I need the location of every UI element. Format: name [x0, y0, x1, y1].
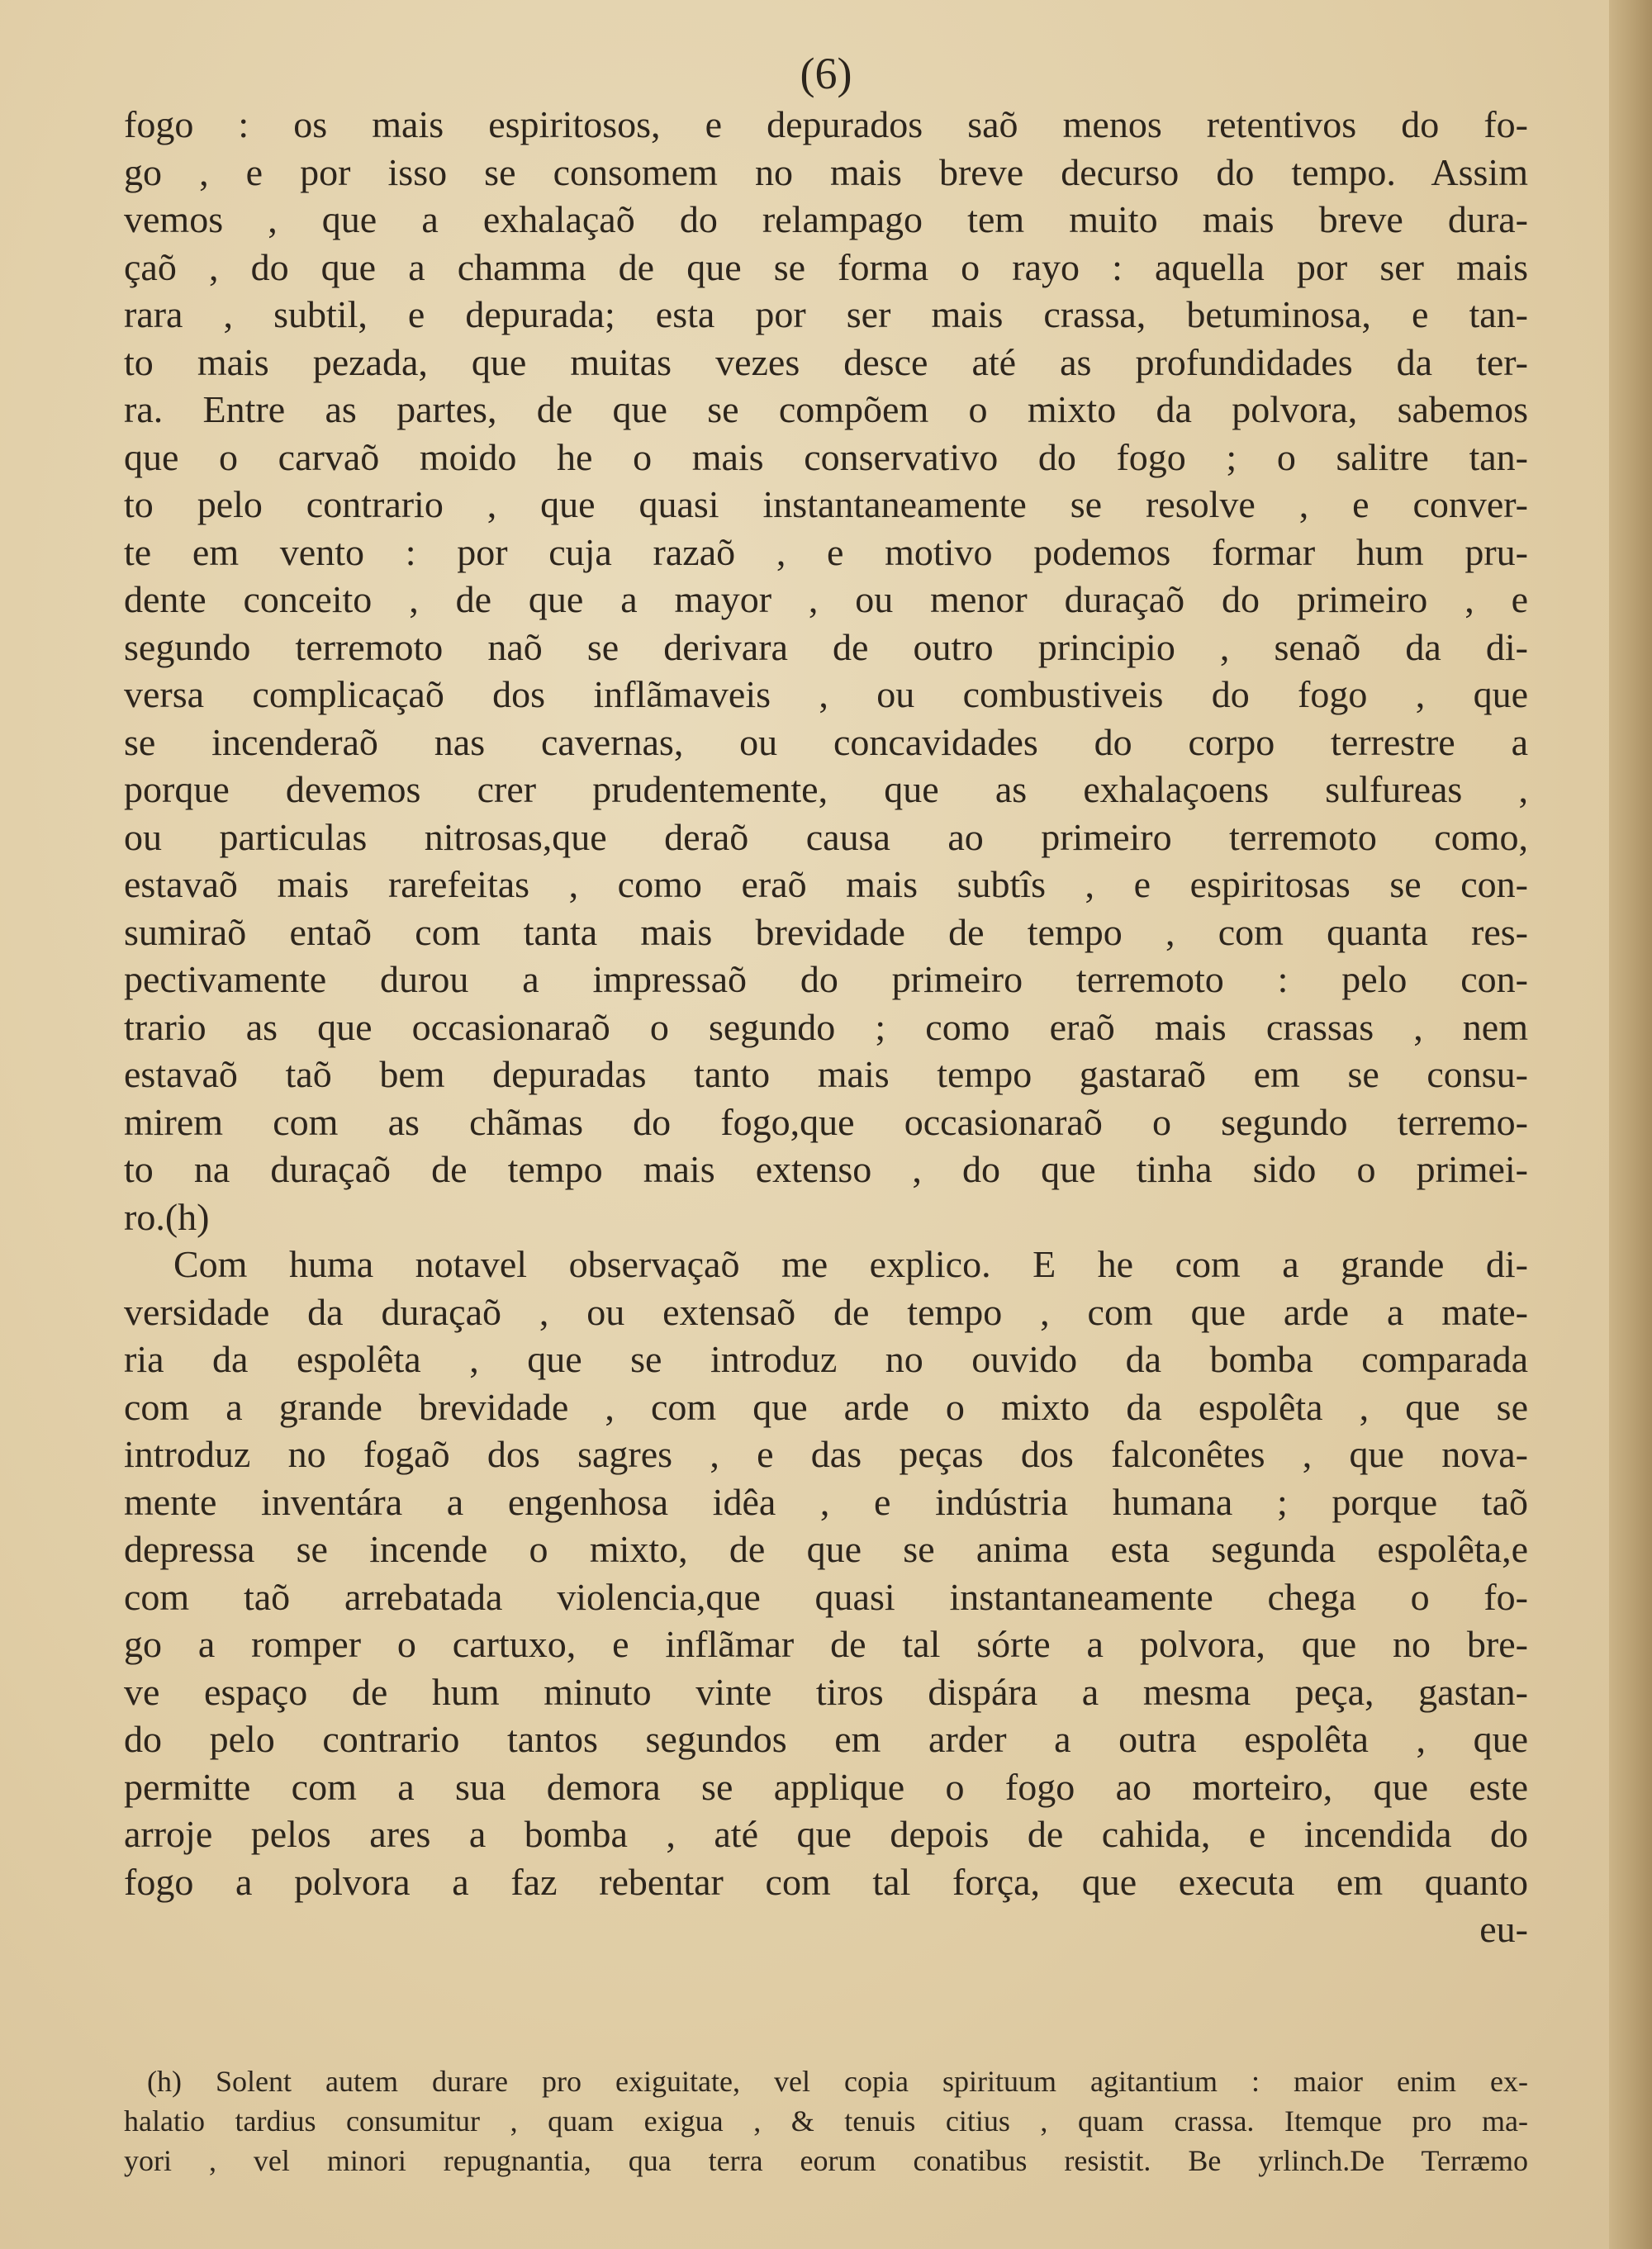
text-line: introduz no fogaõ dos sagres , e das peças dos falconêtes , que nova- — [124, 1433, 1528, 1475]
text-line: ro.(h) — [124, 1195, 210, 1238]
text-line: çaõ , do que a chamma de que se forma o rayo : aquella por ser mais — [124, 245, 1528, 288]
text-line: mente inventára a engenhosa idêa , e indústria humana ; porque taõ — [124, 1480, 1528, 1523]
text-line: sumiraõ entaõ com tanta mais brevidade de tempo , com quanta res- — [124, 910, 1528, 953]
footnote-line: (h) Solent autem durare pro exiguitate, vel copia spirituum agitantium : maior enim ex- — [147, 2065, 1528, 2098]
text-line: go a romper o cartuxo, e inflãmar de tal sórte a polvora, que no bre- — [124, 1623, 1528, 1665]
text-line: Com huma notavel observaçaõ me explico. E he com a grande di- — [173, 1243, 1528, 1285]
text-line: ria da espolêta , que se introduz no ouvido da bomba comparada — [124, 1338, 1528, 1380]
text-line: go , e por isso se consomem no mais breve decurso do tempo. Assim — [124, 150, 1528, 193]
text-line: arroje pelos ares a bomba , até que depois de cahida, e incendida do — [124, 1813, 1528, 1855]
body-text — [124, 101, 1528, 1953]
text-line: te em vento : por cuja razaõ , e motivo podemos formar hum pru- — [124, 530, 1528, 573]
text-line: rara , subtil, e depurada; esta por ser mais crassa, betuminosa, e tan- — [124, 293, 1528, 335]
footnote-line: yori , vel minori repugnantia, qua terra eorum conatibus resistit. Be yrlinch.De Terræmo — [124, 2144, 1528, 2177]
text-line: depressa se incende o mixto, de que se anima esta segunda espolêta,e — [124, 1528, 1528, 1570]
text-line: se incenderaõ nas cavernas, ou concavidades do corpo terrestre a — [124, 720, 1528, 763]
text-line: mirem com as chãmas do fogo,que occasionaraõ o segundo terremo- — [124, 1100, 1528, 1143]
text-line: que o carvaõ moido he o mais conservativo do fogo ; o salitre tan- — [124, 435, 1528, 478]
text-line: ra. Entre as partes, de que se compõem o mixto da polvora, sabemos — [124, 388, 1528, 430]
text-line: do pelo contrario tantos segundos em arder a outra espolêta , que — [124, 1718, 1528, 1760]
text-line: pectivamente durou a impressaõ do primeiro terremoto : pelo con- — [124, 958, 1528, 1000]
text-line: com taõ arrebatada violencia,que quasi instantaneamente chega o fo- — [124, 1575, 1528, 1618]
text-line: segundo terremoto naõ se derivara de outro principio , senaõ da di- — [124, 625, 1528, 668]
footnote-line: halatio tardius consumitur , quam exigua , & tenuis citius , quam crassa. Itemque pro ma- — [124, 2104, 1528, 2137]
text-line: to pelo contrario , que quasi instantaneamente se resolve , e conver- — [124, 483, 1528, 525]
text-line: vemos , que a exhalaçaõ do relampago tem muito mais breve dura- — [124, 198, 1528, 240]
text-line: ou particulas nitrosas,que deraõ causa ao primeiro terremoto como, — [124, 815, 1528, 858]
text-line: trario as que occasionaraõ o segundo ; como eraõ mais crassas , nem — [124, 1005, 1528, 1048]
text-line: fogo : os mais espiritosos, e depurados saõ menos retentivos do fo- — [124, 103, 1528, 145]
text-line: to na duraçaõ de tempo mais extenso , do que tinha sido o primei- — [124, 1148, 1528, 1190]
page-number: (6) — [800, 49, 852, 98]
text-line: com a grande brevidade , com que arde o mixto da espolêta , que se — [124, 1385, 1528, 1428]
text-line: permitte com a sua demora se applique o fogo ao morteiro, que este — [124, 1765, 1528, 1808]
text-line: versa complicaçaõ dos inflãmaveis , ou combustiveis do fogo , que — [124, 673, 1528, 715]
text-line: estavaõ taõ bem depuradas tanto mais tempo gastaraõ em se consu- — [124, 1053, 1528, 1095]
text-line: to mais pezada, que muitas vezes desce até as profundidades da ter- — [124, 340, 1528, 383]
text-line: dente conceito , de que a mayor , ou menor duraçaõ do primeiro , e — [124, 578, 1528, 620]
text-line: estavaõ mais rarefeitas , como eraõ mais subtîs , e espiritosas se con- — [124, 863, 1528, 905]
text-line: fogo a polvora a faz rebentar com tal força, que executa em quanto — [124, 1860, 1528, 1903]
text-line: versidade da duraçaõ , ou extensaõ de tempo , com que arde a mate- — [124, 1290, 1528, 1333]
binding-edge — [1609, 0, 1652, 2249]
footnote — [124, 2062, 1528, 2180]
catchword: eu- — [1479, 1908, 1528, 1950]
text-line: ve espaço de hum minuto vinte tiros dispára a mesma peça, gastan- — [124, 1670, 1528, 1713]
text-line: porque devemos crer prudentemente, que as exhalaçoens sulfureas , — [124, 768, 1528, 810]
